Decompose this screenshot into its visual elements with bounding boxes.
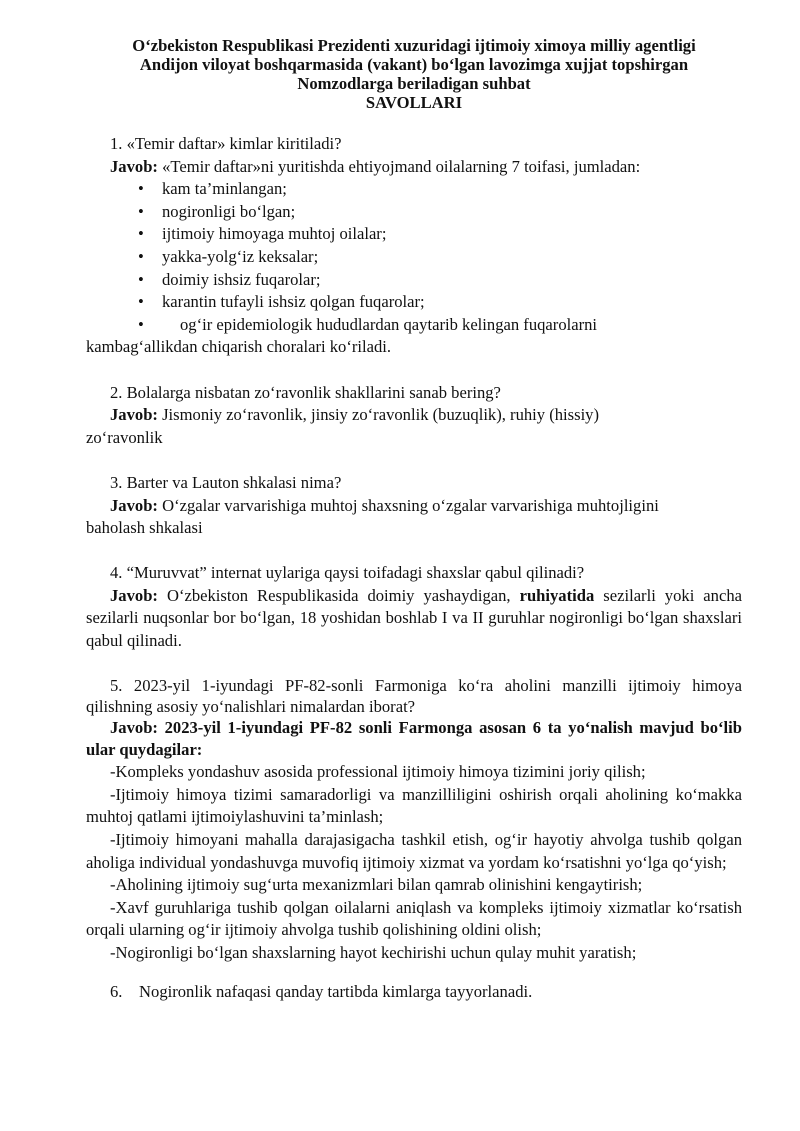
list-item <box>86 761 742 784</box>
answer-label: Javob: <box>110 156 158 176</box>
question-1 <box>86 133 742 359</box>
list-item-text: Aholining ijtimoiy sug‘urta mexanizmlari bilan qamrab olinishini kengaytirish; <box>115 875 643 895</box>
list-item-text: Kompleks yondashuv asosida professional ijtimoiy himoya tizimini joriy qilish; <box>115 762 646 782</box>
bullet-text: kam ta’minlangan; <box>162 179 287 199</box>
bullet-item <box>86 314 742 337</box>
answer-1-text: «Temir daftar»ni yuritishda ehtiyojmand oilalarning 7 toifasi, jumladan: <box>157 156 641 176</box>
bullet-text: karantin tufayli ishsiz qolgan fuqarolar; <box>162 292 425 312</box>
bullet-text: doimiy ishsiz fuqarolar; <box>162 269 321 289</box>
header-line-3: Nomzodlarga beriladigan suhbat <box>297 74 531 93</box>
question-5 <box>86 675 742 964</box>
bullet-item <box>86 223 742 246</box>
list-item <box>86 897 742 942</box>
bullet-icon: • <box>138 224 144 244</box>
dash-marker: - <box>110 762 116 782</box>
list-item-text: Ijtimoiy himoya tizimi samaradorligi va manzilliligini oshirish orqali aholining ko‘makka muhtoj qatlami ijtimoiylashuvini ta’minlash; <box>86 784 742 827</box>
answer-4-text: sezilarli yoki ancha sezilarli nuqsonlar bor bo‘lgan, 18 yoshidan boshlab I va II guruhlar nogironligi bo‘lgan shaxslari qabul qilinadi. <box>86 585 742 651</box>
list-item-text: Xavf guruhlariga tushib qolgan oilalarni aniqlash va kompleks ijtimoiy xizmatlar ko‘rsatish orqali ularning og‘ir ijtimoiy ahvolga tushib qolishining oldini olish; <box>86 897 742 940</box>
bullet-icon: • <box>138 201 144 221</box>
bullet-text: yakka-yolg‘iz keksalar; <box>162 246 319 266</box>
question-2 <box>86 382 742 450</box>
answer-2 <box>86 404 742 427</box>
bullet-icon: • <box>138 314 144 334</box>
bullet-item <box>86 201 742 224</box>
answer-4-text: O‘zbekiston Respublikasida doimiy yashaydigan, <box>157 585 520 605</box>
answer-4 <box>86 585 742 653</box>
question-3 <box>86 472 742 540</box>
list-item <box>86 874 742 897</box>
answer-label: Javob: <box>110 585 158 605</box>
bullet-item <box>86 269 742 292</box>
dash-marker: - <box>110 784 116 804</box>
bullet-item <box>86 291 742 314</box>
document-page <box>86 36 742 1003</box>
dash-marker: - <box>110 897 116 917</box>
bullet-icon: • <box>138 292 144 312</box>
dash-marker: - <box>110 943 116 962</box>
question-2-text: 2. Bolalarga nisbatan zo‘ravonlik shakllarini sanab bering? <box>110 382 501 402</box>
dash-marker: - <box>110 830 116 850</box>
bullet-text: og‘ir epidemiologik hududlardan qaytarib kelingan fuqarolarni <box>180 314 598 334</box>
answer-5-list <box>86 761 742 964</box>
question-3-text: 3. Barter va Lauton shkalasi nima? <box>110 472 342 492</box>
answer-1-bullet-list <box>86 178 742 336</box>
question-4-text: 4. “Muruvvat” internat uylariga qaysi toifadagi shaxslar qabul qilinadi? <box>110 563 585 583</box>
list-item <box>86 784 742 829</box>
question-4 <box>86 562 742 652</box>
answer-2-text: Jismoniy zo‘ravonlik, jinsiy zo‘ravonlik (buzuqlik), ruhiy (hissiy) <box>157 405 600 425</box>
document-header <box>86 36 742 112</box>
answer-3-cont: baholash shkalasi <box>86 518 203 538</box>
header-line-2: Andijon viloyat boshqarmasida (vakant) bo‘lgan lavozimga xujjat topshirgan <box>139 55 689 74</box>
bullet-icon: • <box>138 246 144 266</box>
question-5-text: 5. 2023-yil 1-iyundagi PF-82-sonli Farmoniga ko‘ra aholini manzilli ijtimoiy himoya qilishning asosiy yo‘nalishlari nimalardan iborat? <box>86 676 742 717</box>
bullet-text: ijtimoiy himoyaga muhtoj oilalar; <box>162 224 387 244</box>
list-item <box>86 829 742 874</box>
list-item-text: Nogironligi bo‘lgan shaxslarning hayot kechirishi uchun qulay muhit yaratish; <box>115 943 637 962</box>
answer-5-label: Javob: 2023-yil 1-iyundagi PF-82 sonli Farmonga asosan 6 ta yo‘nalish mavjud bo‘lib ular quydagilar: <box>86 718 742 760</box>
question-1-text: 1. «Temir daftar» kimlar kiritiladi? <box>110 134 342 153</box>
answer-1-tail: kambag‘allikdan chiqarish choralari ko‘riladi. <box>86 337 392 357</box>
list-item-text: Ijtimoiy himoyani mahalla darajasigacha tashkil etish, og‘ir hayotiy ahvolga tushib qolgan aholiga individual yondashuvga muvofiq ijtimoiy xizmat va yordam ko‘rsatishni yo‘lga qo‘yish; <box>86 830 742 872</box>
answer-3 <box>86 495 742 518</box>
answer-4-emphasis: ruhiyatida <box>519 585 595 605</box>
bullet-item <box>86 246 742 269</box>
bullet-icon: • <box>138 269 144 289</box>
answer-label: Javob: <box>110 405 158 425</box>
answer-1 <box>86 156 742 179</box>
bullet-text: nogironligi bo‘lgan; <box>162 201 296 221</box>
header-title: SAVOLLARI <box>365 93 463 112</box>
dash-marker: - <box>110 875 116 895</box>
bullet-icon: • <box>138 179 144 199</box>
question-6-text: 6. Nogironlik nafaqasi qanday tartibda kimlarga tayyorlanadi. <box>110 981 533 1001</box>
bullet-item <box>86 178 742 201</box>
question-6 <box>86 981 742 1004</box>
answer-label: Javob: <box>110 495 158 515</box>
list-item <box>86 942 742 965</box>
header-line-1: O‘zbekiston Respublikasi Prezidenti xuzuridagi ijtimoiy ximoya milliy agentligi <box>132 36 696 55</box>
answer-3-text: O‘zgalar varvarishiga muhtoj shaxsning o‘zgalar varvarishiga muhtojligini <box>157 495 659 515</box>
answer-2-cont: zo‘ravonlik <box>86 427 163 447</box>
